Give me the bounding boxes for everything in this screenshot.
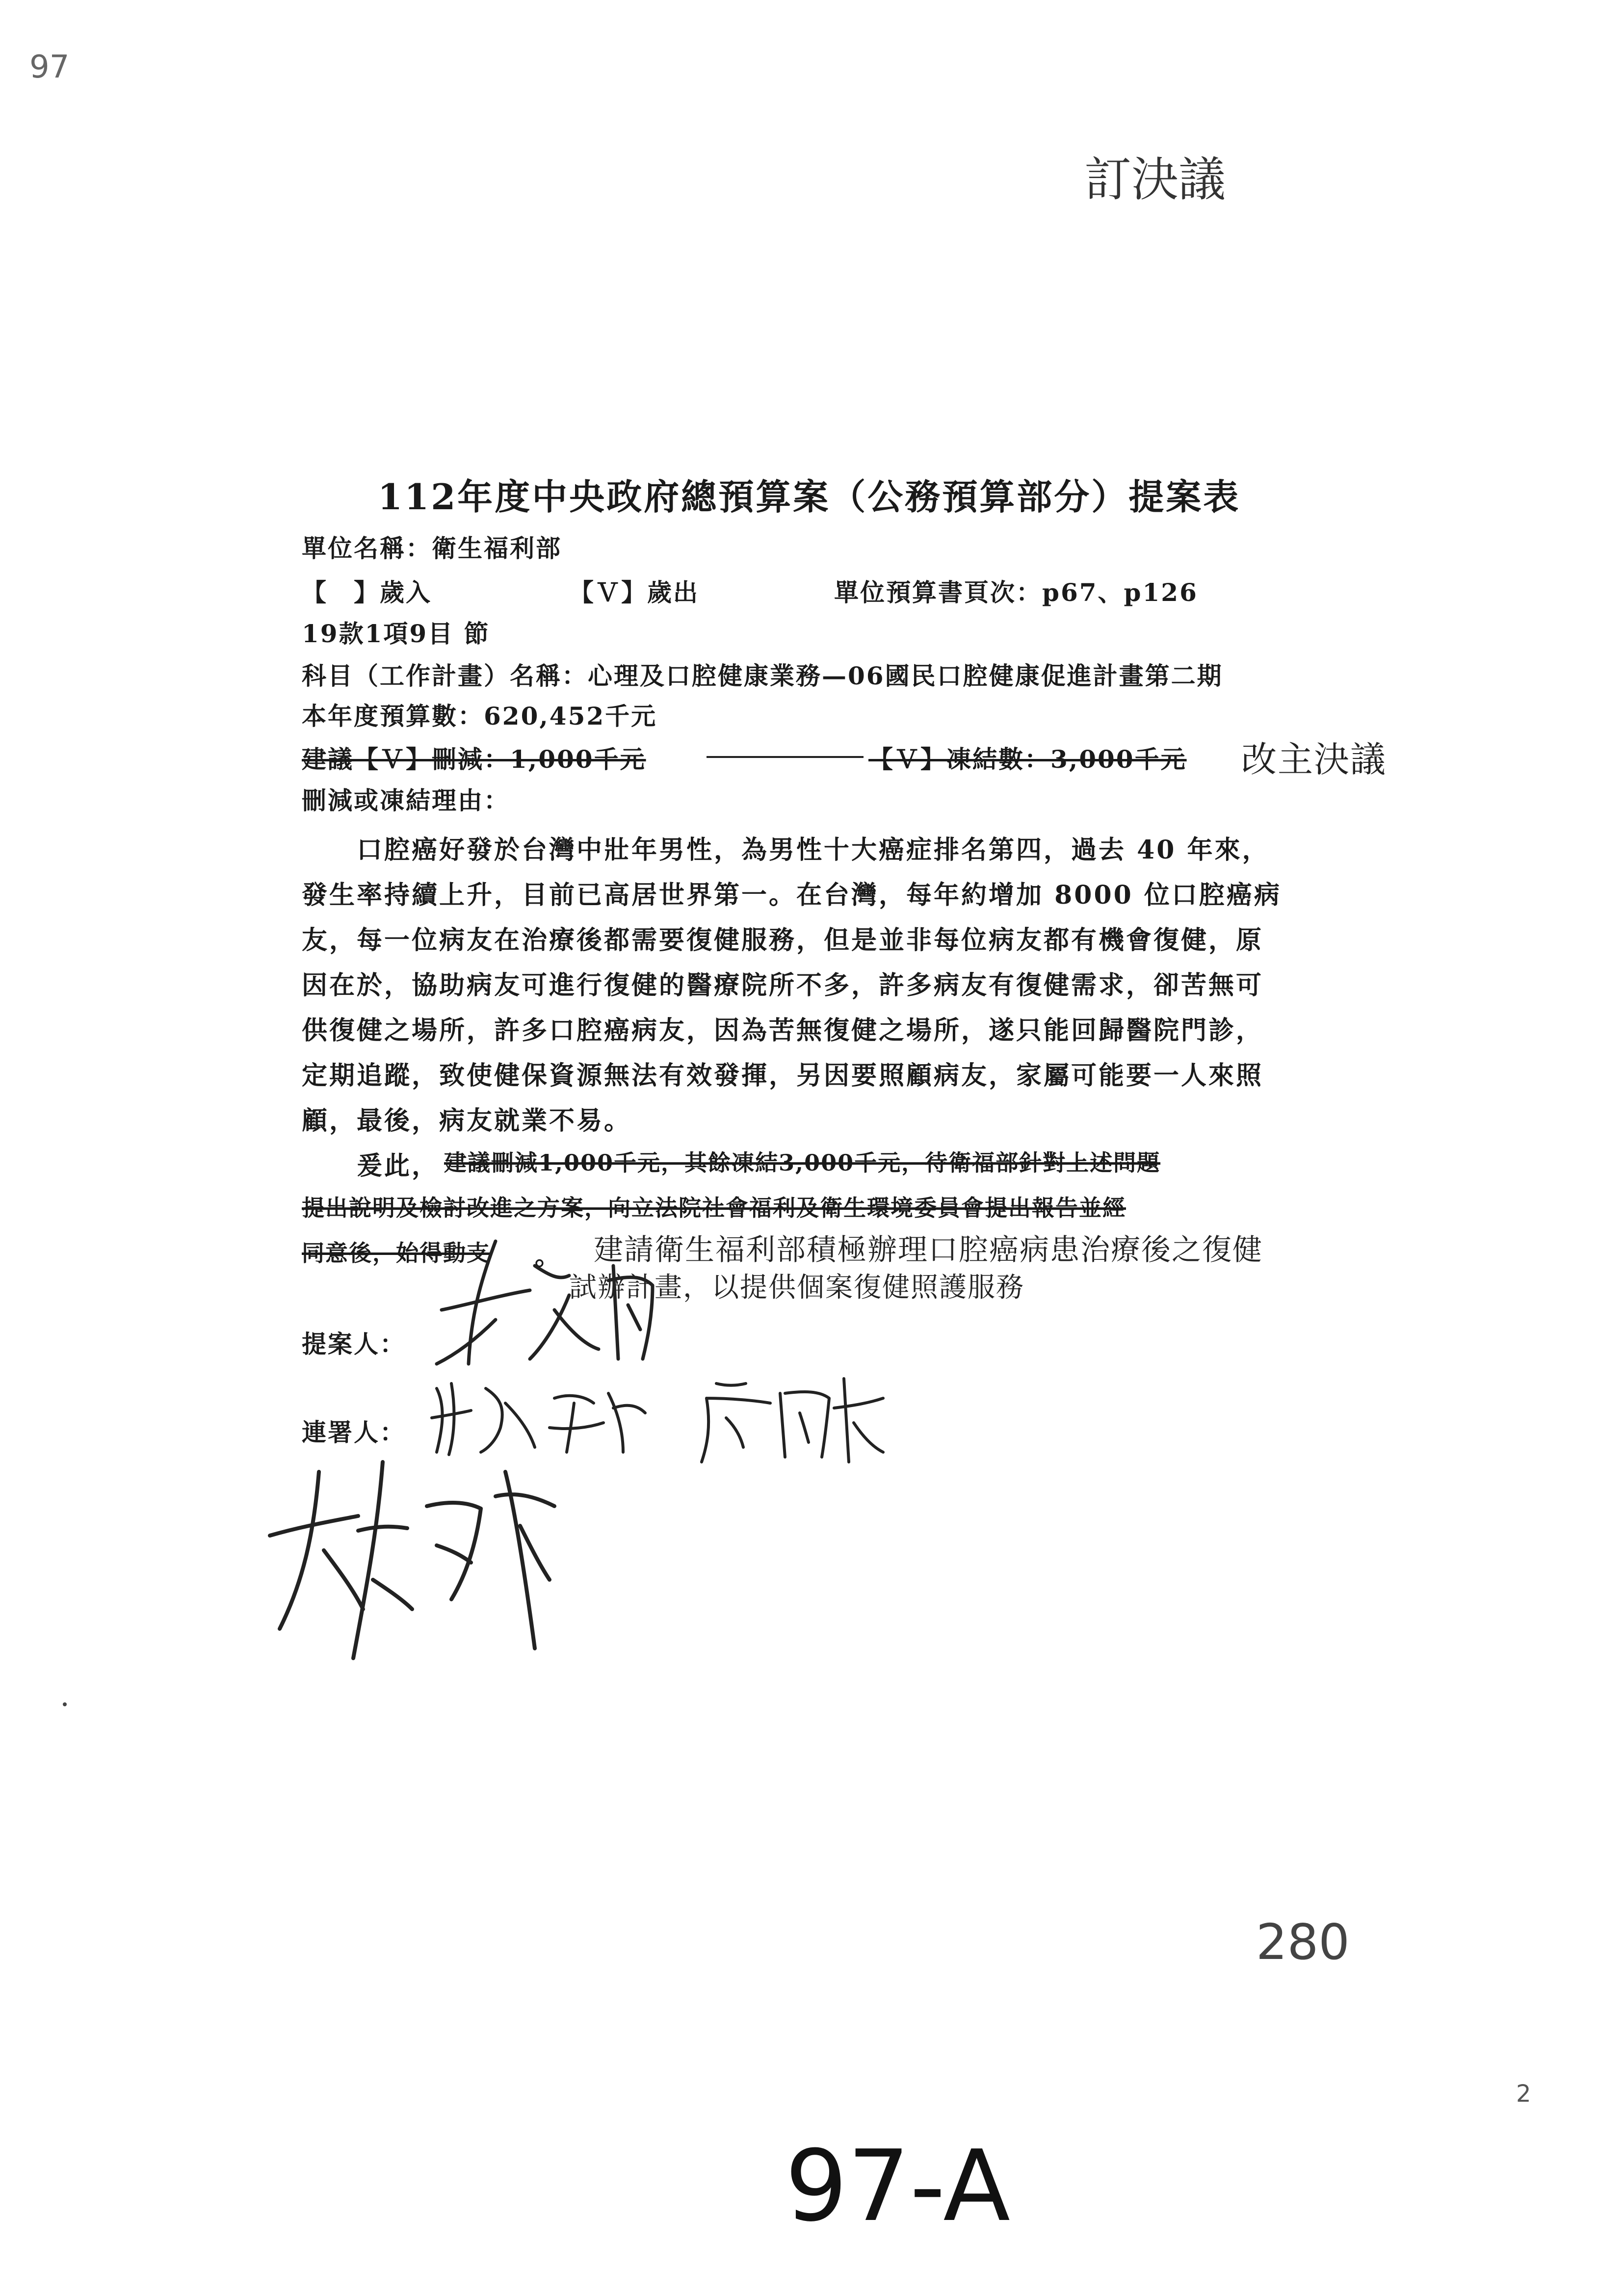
conclusion-lead: 爰此， — [302, 1151, 440, 1181]
budget-amount: 本年度預算數：620,452千元 — [302, 702, 657, 731]
paragraph-line: 顧，最後，病友就業不易。 — [302, 1106, 632, 1136]
paragraph-line: 定期追蹤，致使健保資源無法有效發揮，另因要照顧病友，家屬可能要一人來照 — [302, 1061, 1264, 1091]
form-title: 112年度中央政府總預算案（公務預算部分）提案表 — [378, 476, 1241, 518]
paragraph-line: 因在於，協助病友可進行復健的醫療院所不多，許多病友有復健需求，卻苦無可 — [302, 970, 1264, 1000]
handwritten-resolution-line-1: 建請衛生福利部積極辦理口腔癌病患治療後之復健 — [594, 1233, 1263, 1267]
cosigner-signature-1 — [427, 1369, 653, 1462]
small-corner-mark: 2 — [1516, 2080, 1531, 2108]
document-code-handwritten: 97-A — [785, 2129, 1011, 2244]
struck-text-line-3: 同意後，始得動支 — [302, 1240, 490, 1266]
paragraph-line: 友，每一位病友在治療後都需要復健服務，但是並非每位病友都有機會復健，原 — [302, 925, 1264, 955]
paragraph-line: 口腔癌好發於台灣中壯年男性，為男性十大癌症排名第四，過去 40 年來， — [302, 835, 1270, 865]
struck-text-line-2: 提出說明及檢討改進之方案，向立法院社會福利及衛生環境委員會提出報告並經 — [302, 1195, 1126, 1221]
unit-name: 單位名稱：衛生福利部 — [302, 534, 562, 563]
reason-label: 刪減或凍結理由： — [302, 786, 510, 815]
handwritten-resolution-line-2: 試辦計畫，以提供個案復健照護服務 — [569, 1272, 1024, 1304]
handwritten-note-top-right: 訂決議 — [1084, 152, 1226, 207]
paragraph-line: 發生率持續上升，目前已高居世界第一。在台灣，每年約增加 8000 位口腔癌病 — [302, 880, 1282, 910]
cosigner-signature-3 — [260, 1452, 574, 1678]
cosigner-signature-2 — [687, 1364, 893, 1472]
strike-connector — [707, 756, 864, 758]
cut-suggestion: 建議【Ｖ】刪減：1,000千元 — [302, 745, 646, 774]
page-reference: 單位預算書頁次：p67、p126 — [834, 578, 1198, 607]
subject-name: 科目（工作計畫）名稱：心理及口腔健康業務—06國民口腔健康促進計畫第二期 — [302, 661, 1223, 690]
paragraph-line: 供復健之場所，許多口腔癌病友，因為苦無復健之場所，遂只能回歸醫院門診， — [302, 1016, 1264, 1045]
struck-text-line-1: 建議刪減1,000千元，其餘凍結3,000千元，待衛福部針對上述問題 — [444, 1149, 1161, 1176]
freeze-suggestion: 【Ｖ】凍結數：3,000千元 — [868, 745, 1187, 774]
handwritten-amendment: 改主決議 — [1241, 739, 1387, 780]
item-line: 19款1項9目 節 — [302, 619, 490, 648]
expenditure-checkbox: 【Ｖ】歲出 — [569, 578, 699, 607]
corner-number-top-left: 97 — [29, 49, 70, 85]
struck-end-mark: 。 — [535, 1241, 563, 1271]
revenue-checkbox: 【 】歲入 — [302, 578, 432, 607]
scan-speck — [63, 1702, 67, 1706]
page-number-handwritten: 280 — [1256, 1913, 1350, 1971]
cosigner-label: 連署人： — [302, 1418, 406, 1447]
proposer-label: 提案人： — [302, 1330, 406, 1358]
